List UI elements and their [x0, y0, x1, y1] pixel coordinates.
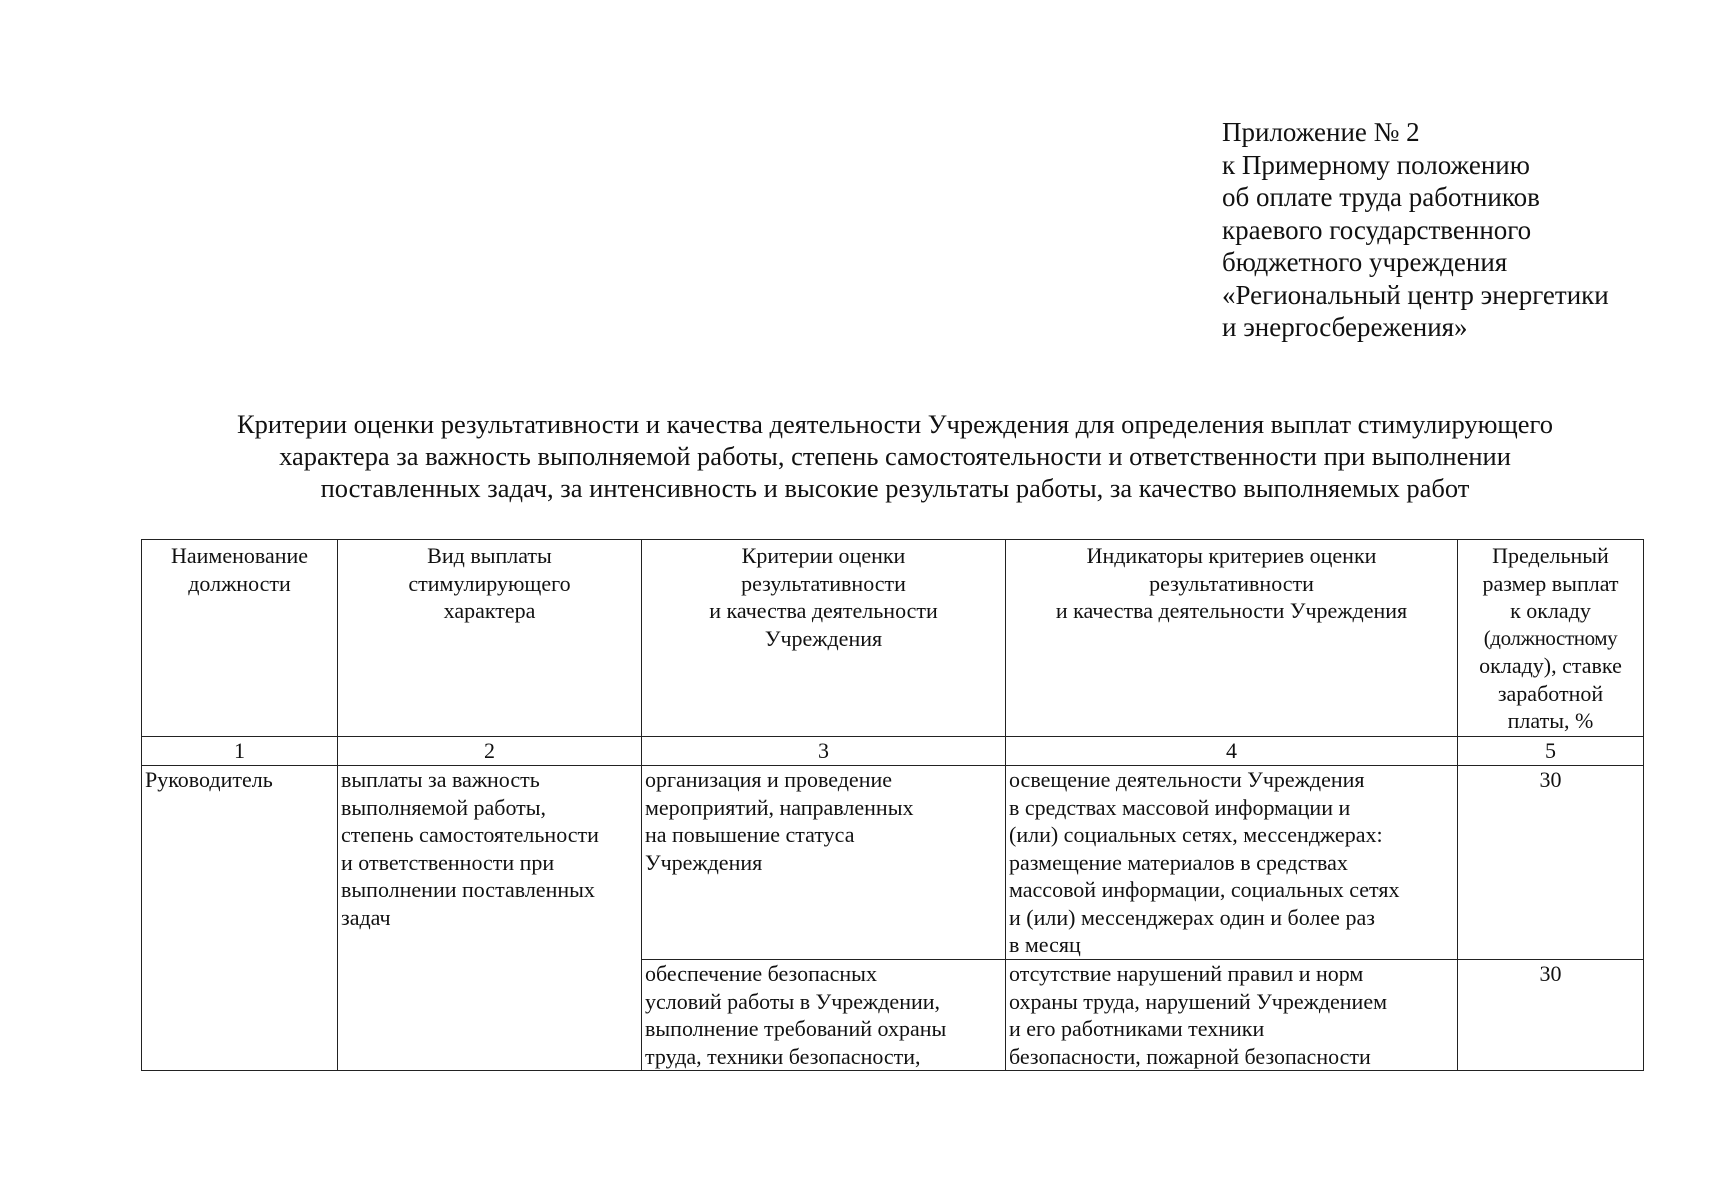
annex-line: об оплате труда работников — [1222, 182, 1540, 212]
header-row — [142, 540, 1644, 737]
cell-indicators: отсутствие нарушений правил и норм охраны труда, нарушений Учреждением и его работниками техники безопасности, пожарной безопасности — [1006, 960, 1458, 1071]
column-number-row — [142, 737, 1644, 766]
column-number: 1 — [142, 737, 338, 766]
cell-indicators: освещение деятельности Учреждения в средствах массовой информации и (или) социальных сетях, мессенджерах: размещение материалов в средствах массовой информации, социальных сетях и (или) мессенджерах один и более раз в месяц — [1006, 766, 1458, 960]
cell-max-percent: 30 — [1458, 766, 1644, 960]
column-number: 3 — [642, 737, 1006, 766]
annex-line: «Региональный центр энергетики — [1222, 279, 1609, 310]
annex-line: краевого государственного — [1222, 214, 1532, 245]
annex-line: Приложение № 2 — [1222, 117, 1420, 147]
title-line: характера за важность выполняемой работы, степень самостоятельности и ответственности при выполнении — [279, 441, 1511, 471]
cell-criteria: обеспечение безопасных условий работы в Учреждении, выполнение требований охраны труда, техники безопасности, — [642, 960, 1006, 1071]
column-number: 2 — [338, 737, 642, 766]
header-criteria: Критерии оценки результативности и качества деятельности Учреждения — [642, 540, 1006, 737]
document-title — [140, 408, 1650, 504]
header-max-percent: Предельный размер выплат к окладу (должностному окладу), ставке заработной платы, % — [1458, 540, 1644, 737]
header-indicators: Индикаторы критериев оценки результативности и качества деятельности Учреждения — [1006, 540, 1458, 737]
cell-max-percent: 30 — [1458, 960, 1644, 1071]
criteria-table — [141, 539, 1644, 1071]
header-position: Наименование должности — [142, 540, 338, 737]
column-number: 4 — [1006, 737, 1458, 766]
annex-block — [1222, 116, 1609, 344]
annex-line: к Примерному положению — [1222, 149, 1530, 180]
column-number: 5 — [1458, 737, 1644, 766]
cell-criteria: организация и проведение мероприятий, направленных на повышение статуса Учреждения — [642, 766, 1006, 960]
annex-line: и энергосбережения» — [1222, 312, 1468, 342]
annex-line: бюджетного учреждения — [1222, 247, 1508, 277]
title-line: поставленных задач, за интенсивность и высокие результаты работы, за качество выполняемых работ — [320, 473, 1470, 503]
header-payment-type: Вид выплаты стимулирующего характера — [338, 540, 642, 737]
cell-payment-type: выплаты за важность выполняемой работы, степень самостоятельности и ответственности при выполнении поставленных задач — [338, 766, 642, 1071]
cell-position: Руководитель — [142, 766, 338, 1071]
table-row — [142, 766, 1644, 960]
title-line: Критерии оценки результативности и качества деятельности Учреждения для определения выплат стимулирующего — [236, 409, 1554, 439]
